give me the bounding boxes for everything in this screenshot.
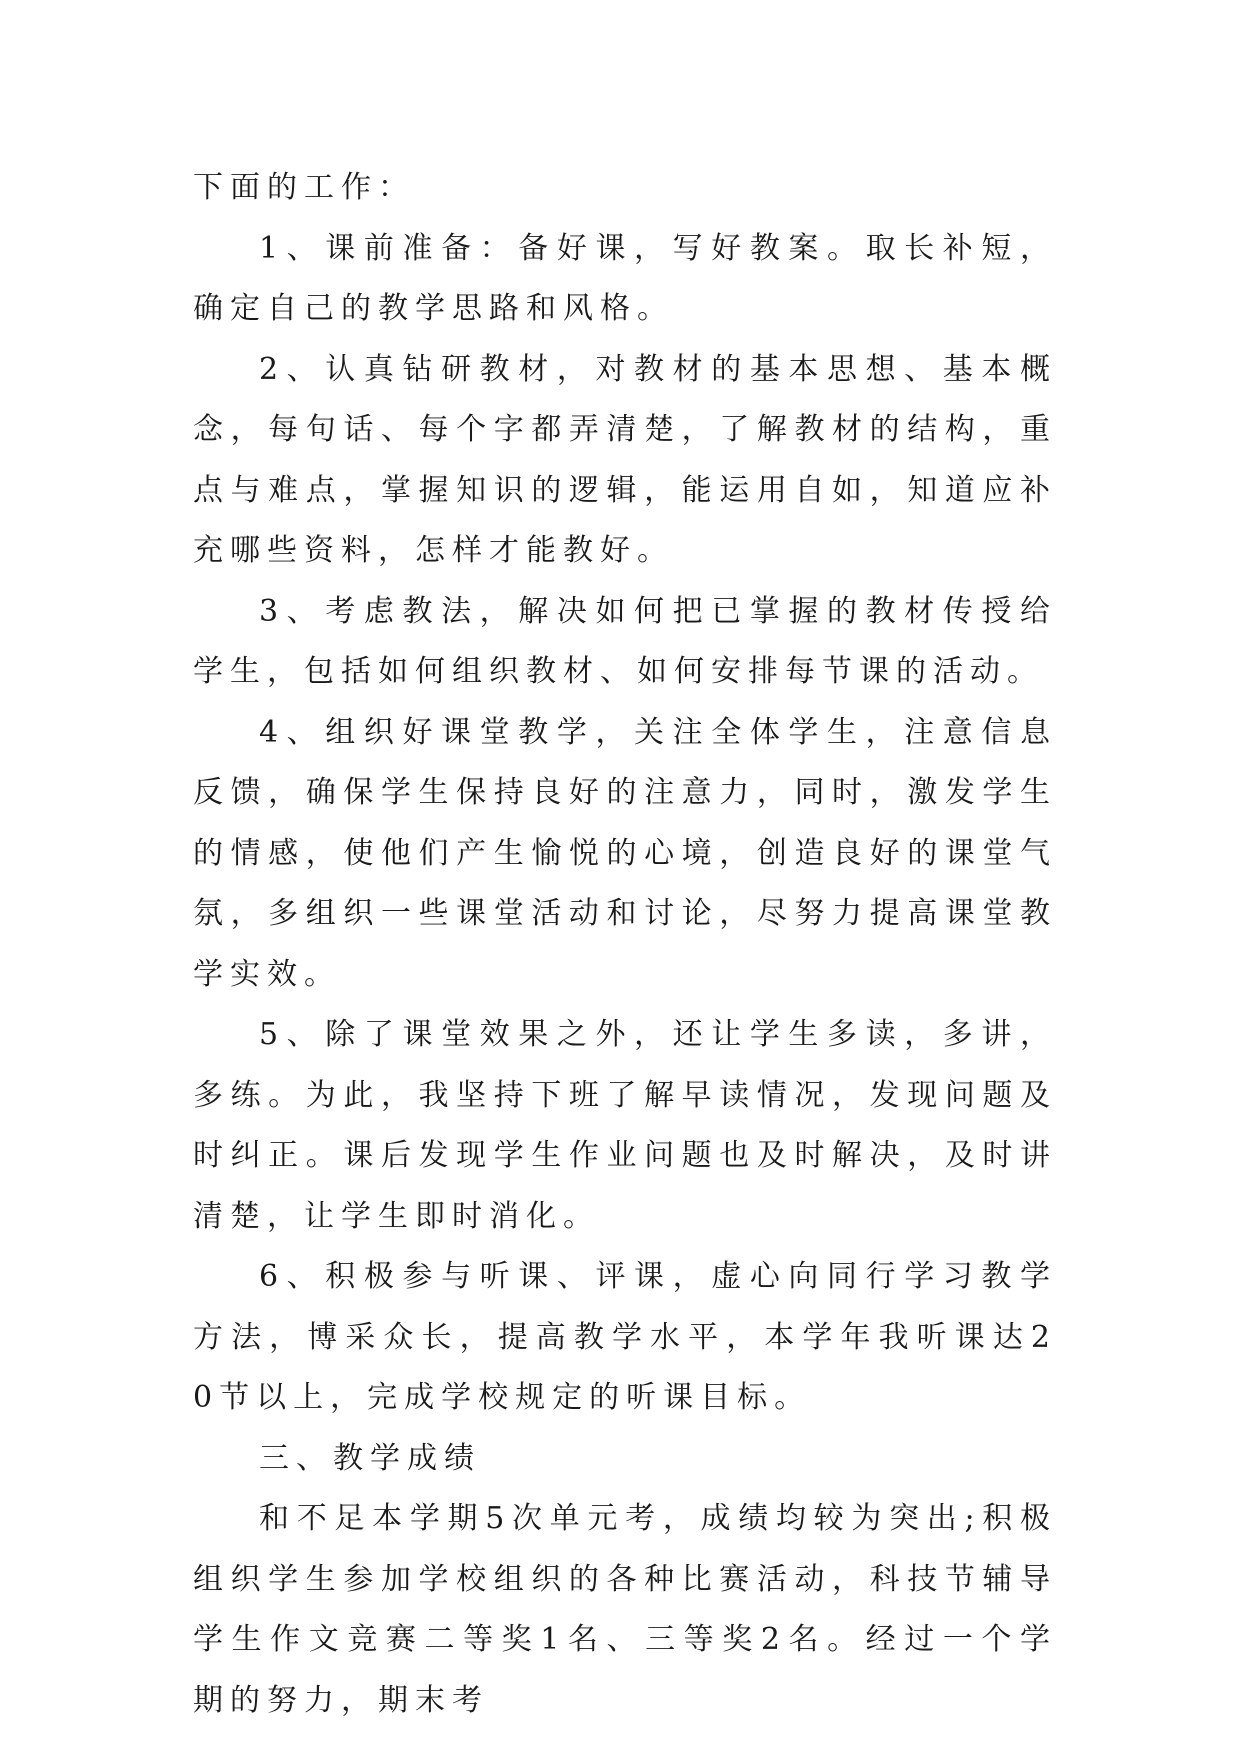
paragraph-item-6: 6、积极参与听课、评课，虚心向同行学习教学方法，博采众长，提高教学水平，本学年我听课达20节以上，完成学校规定的听课目标。 <box>193 1259 1057 1415</box>
paragraph-item-4: 4、组织好课堂教学，关注全体学生，注意信息反馈，确保学生保持良好的注意力，同时，激发学生的情感，使他们产生愉悦的心境，创造良好的课堂气氛，多组织一些课堂活动和讨论，尽努力提高课堂教学实效。 <box>193 714 1057 992</box>
paragraph-item-5: 5、除了课堂效果之外，还让学生多读，多讲，多练。为此，我坚持下班了解早读情况，发现问题及时纠正。课后发现学生作业问题也及时解决，及时讲清楚，让学生即时消化。 <box>193 1017 1057 1234</box>
paragraph-results: 和不足本学期5次单元考，成绩均较为突出;积极组织学生参加学校组织的各种比赛活动，科技节辅导学生作文竞赛二等奖1名、三等奖2名。经过一个学期的努力，期末考 <box>193 1501 1057 1718</box>
paragraph-item-3: 3、考虑教法，解决如何把已掌握的教材传授给学生，包括如何组织教材、如何安排每节课的活动。 <box>193 593 1057 689</box>
paragraph-item-2: 2、认真钻研教材，对教材的基本思想、基本概念，每句话、每个字都弄清楚，了解教材的结构，重点与难点，掌握知识的逻辑，能运用自如，知道应补充哪些资料，怎样才能教好。 <box>193 351 1057 568</box>
paragraph-item-1: 1、课前准备：备好课，写好教案。取长补短，确定自己的教学思路和风格。 <box>193 230 1057 326</box>
document-body <box>193 158 1057 1731</box>
section-heading: 三、教学成绩 <box>259 1440 481 1476</box>
paragraph-continuation: 下面的工作： <box>193 170 415 205</box>
